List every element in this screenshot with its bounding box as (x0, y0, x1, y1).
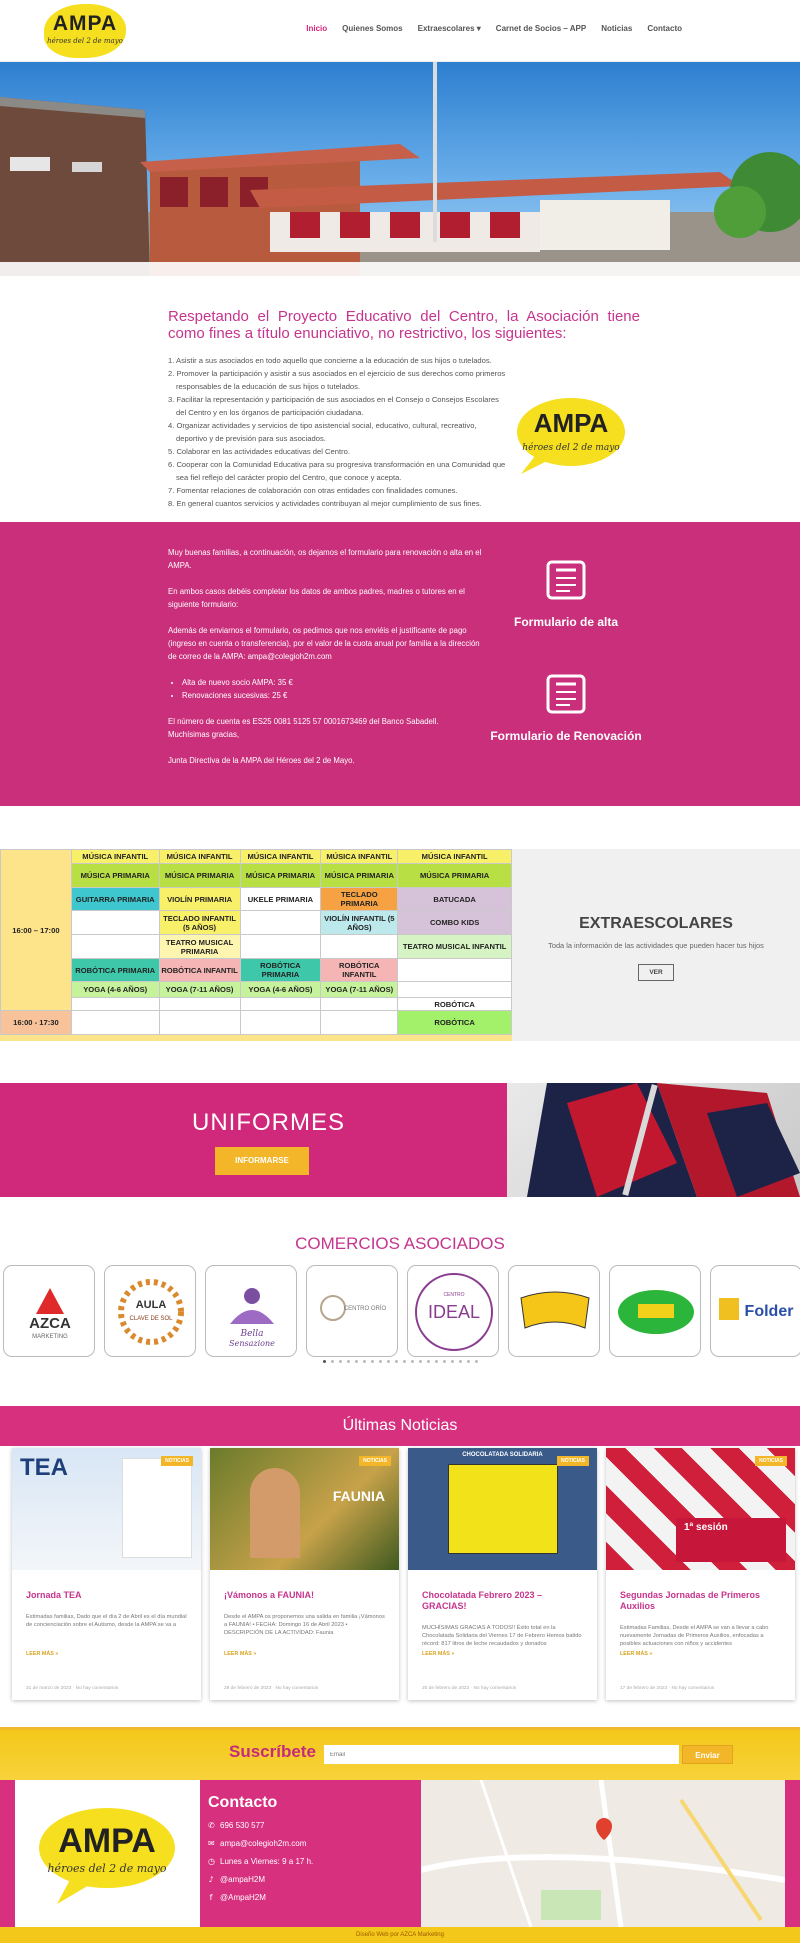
ampa-logo-large (515, 396, 631, 476)
news-badge: NOTICIAS (557, 1456, 589, 1466)
noticias-title: Últimas Noticias (0, 1406, 800, 1446)
location-map[interactable] (421, 1780, 785, 1927)
partner-sub: CLAVE DE SOL (129, 1316, 173, 1322)
schedule-cell: ROBÓTICA INFANTIL (321, 959, 398, 982)
form-renovacion-label: Formulario de Renovación (490, 729, 642, 743)
membership-text (168, 546, 484, 767)
partner-name: AULA (135, 1299, 167, 1311)
uniformes-section (0, 1083, 507, 1197)
news-image (12, 1448, 201, 1570)
news-badge: NOTICIAS (161, 1456, 193, 1466)
news-meta: 28 de febrero de 2023 · No hay comentarios (224, 1686, 319, 1691)
news-card[interactable] (210, 1448, 399, 1700)
form-alta-card[interactable] (481, 560, 651, 631)
schedule-cell: MÚSICA PRIMARIA (71, 864, 159, 888)
membership-p2: En ambos casos debéis completar los datos de ambos padres, madres o tutores en el siguiente formulario: (168, 587, 465, 609)
news-badge: NOTICIAS (755, 1456, 787, 1466)
partner-logo-orio[interactable] (306, 1265, 398, 1357)
logo-subtitle: héroes del 2 de mayo (47, 37, 123, 45)
list-item: 1. Asistir a sus asociados en todo aquello que concierne a la educación de sus hijos o tutelados. (168, 356, 492, 365)
partner-sub: MARKETING (32, 1334, 68, 1340)
contact-title: Contacto (208, 1794, 278, 1811)
hours-text: Lunes a Viernes: 9 a 17 h. (220, 1857, 314, 1866)
enviar-button[interactable]: Enviar (682, 1745, 733, 1764)
schedule-cell: MÚSICA INFANTIL (321, 850, 398, 864)
list-item: 3. Facilitar la representación y participación de sus asociados en el Consejo o Consejos Escolares del Centro y en los órganos de participación ciudadana. (168, 395, 499, 417)
carousel-dot[interactable] (427, 1360, 430, 1363)
logo-title: AMPA (533, 408, 609, 438)
hero-school-photo (0, 62, 800, 276)
news-card[interactable] (12, 1448, 201, 1700)
partner-name: Folder (744, 1303, 794, 1320)
schedule-cell: ROBÓTICA (398, 1011, 512, 1035)
schedule-cell: TECLADO PRIMARIA (321, 888, 398, 911)
schedule-cell: ROBÓTICA (398, 998, 512, 1011)
fee-new: • Alta de nuevo socio AMPA: 35 € (182, 676, 484, 689)
footer-credit[interactable]: Diseño Web por AZCA Marketing (0, 1927, 800, 1943)
ampa-speech-bubble-logo (15, 1780, 200, 1927)
read-more-link[interactable]: LEER MÁS » (620, 1651, 653, 1657)
news-meta: 31 de marzo de 2023 · No hay comentarios (26, 1686, 119, 1691)
contact-twitter[interactable] (208, 1875, 313, 1884)
carousel-dot[interactable] (323, 1360, 326, 1363)
list-item: 6. Cooperar con la Comunidad Educativa para su progresiva transformación en una Comunidad que sea fiel reflejo del carácter propio del Centro, que conoce y acepta. (168, 460, 506, 482)
yellow-flag-logo (509, 1266, 600, 1357)
facebook-text: @AmpaH2M (220, 1893, 266, 1902)
partner-name: CENTRO ORÍO (343, 1306, 387, 1312)
site-logo[interactable] (44, 4, 126, 58)
comercios-carousel (3, 1265, 800, 1357)
list-item: 2. Promover la participación y asistir a sus asociados en el ejercicio de sus derechos como primeros responsables de la educación de sus hijos o tutelados. (168, 369, 506, 391)
schedule-cell: MÚSICA INFANTIL (71, 850, 159, 864)
partner-name: Bella (240, 1329, 264, 1339)
read-more-link[interactable]: LEER MÁS » (224, 1651, 257, 1657)
news-title[interactable]: Jornada TEA (26, 1590, 82, 1600)
signature: Junta Directiva de la AMPA del Héroes del 2 de Mayo. (168, 756, 355, 765)
bank-account: El número de cuenta es ES25 0081 5125 57 0001673469 del Banco Sabadell. (168, 717, 439, 726)
news-title[interactable]: Chocolatada Febrero 2023 – GRACIAS! (422, 1590, 543, 1611)
green-logo (610, 1266, 701, 1357)
schedule-cell: YOGA (4-6 AÑOS) (240, 982, 321, 998)
form-alta-label: Formulario de alta (513, 615, 619, 629)
carousel-dot[interactable] (363, 1360, 366, 1363)
fines-list (168, 354, 506, 510)
nav-extraescolares[interactable]: Extraescolares ▾ (417, 24, 481, 33)
logo-title: AMPA (58, 1822, 156, 1860)
schedule-cell: VIOLÍN INFANTIL (5 AÑOS) (321, 911, 398, 935)
schedule-cell (240, 935, 321, 959)
list-item: 5. Colaborar en las actividades educativas del Centro. (168, 447, 350, 456)
list-item: 7. Fomentar relaciones de colaboración con otras entidades con finalidades comunes. (168, 486, 458, 495)
membership-p3: Además de enviarnos el formulario, os pedimos que nos enviéis el justificante de pago (ingreso en cuenta o transferencia), por el valor de la cuota anual por familia a la dirección de correo de la AMPA: ampa@colegioh2m.com (168, 626, 480, 661)
partner-sub: CENTRO (443, 1292, 465, 1298)
footer-logo (15, 1780, 200, 1927)
news-excerpt: Estimadas Familias, Desde el AMPA se van a llevar a cabo nuevamente Jornadas de Primeros Auxilios, enfocadas a posibles actuaciones con niños y accidentes (620, 1625, 769, 1647)
schedule-cell: TEATRO MUSICAL PRIMARIA (159, 935, 240, 959)
schedule-cell (321, 935, 398, 959)
extraescolares-card (512, 849, 800, 1041)
schedule-table-wrap (0, 849, 512, 1041)
carousel-dot[interactable] (339, 1360, 342, 1363)
ampa-speech-bubble-logo (515, 396, 631, 476)
news-image-caption: CHOCOLATADA SOLIDARIA (462, 1452, 543, 1458)
schedule-cell: MÚSICA PRIMARIA (321, 864, 398, 888)
map-illustration (421, 1780, 785, 1927)
form-renovacion-card[interactable] (481, 674, 651, 745)
schedule-cell (321, 998, 398, 1011)
email-input[interactable] (324, 1745, 679, 1764)
news-image-caption: TEA (20, 1454, 68, 1481)
schedule-cell: ROBÓTICA INFANTIL (159, 959, 240, 982)
contact-hours (208, 1857, 313, 1866)
site-header (0, 0, 800, 62)
nav-noticias[interactable]: Noticias (601, 24, 633, 33)
schedule-cell: MÚSICA PRIMARIA (240, 864, 321, 888)
email-text: ampa@colegioh2m.com (220, 1839, 307, 1848)
news-meta: 17 de febrero de 2023 · No hay comentarios (620, 1686, 715, 1691)
schedule-cell: GUITARRA PRIMARIA (71, 888, 159, 911)
phone-icon: ✆ (208, 1821, 215, 1830)
school-building-illustration (0, 62, 800, 276)
schedule-cell: COMBO KIDS (398, 911, 512, 935)
partner-logo-yellow[interactable] (508, 1265, 600, 1357)
list-item: 8. En general cuantos servicios y actividades contribuyan al mejor cumplimiento de sus fines. (168, 499, 482, 508)
twitter-icon: ♪ (208, 1875, 214, 1884)
news-badge: NOTICIAS (359, 1456, 391, 1466)
carousel-dot[interactable] (331, 1360, 334, 1363)
news-image (210, 1448, 399, 1570)
schedule-cell: BATUCADA (398, 888, 512, 911)
carousel-dot[interactable] (411, 1360, 414, 1363)
schedule-cell: TEATRO MUSICAL INFANTIL (398, 935, 512, 959)
nav-quienes-somos[interactable]: Quienes Somos (342, 24, 403, 33)
schedule-cell: ROBÓTICA PRIMARIA (71, 959, 159, 982)
contact-phone[interactable] (208, 1821, 313, 1830)
news-card[interactable] (606, 1448, 795, 1700)
logo-subtitle: héroes del 2 de mayo (47, 1862, 167, 1875)
schedule-cell: UKELE PRIMARIA (240, 888, 321, 911)
partner-logo-aula[interactable] (104, 1265, 196, 1357)
schedule-cell (398, 982, 512, 998)
ideal-logo (408, 1266, 499, 1357)
partner-logo-green[interactable] (609, 1265, 701, 1357)
time-slot-1: 16:00 – 17:00 (1, 850, 72, 1011)
twitter-text: @ampaH2M (220, 1875, 266, 1884)
news-title[interactable]: ¡Vámonos a FAUNIA! (224, 1590, 315, 1600)
news-excerpt: Estimadas familias, Dado que el día 2 de Abril es el día mundial de concienciación sobre el Autismo, desde la AMPA se va a (26, 1614, 187, 1628)
read-more-link[interactable]: LEER MÁS » (422, 1651, 455, 1657)
ver-button[interactable]: VER (638, 964, 673, 981)
partner-name: IDEAL (427, 1302, 481, 1322)
news-card[interactable] (408, 1448, 597, 1700)
schedule-cell: YOGA (4-6 AÑOS) (71, 982, 159, 998)
subscribe-section (0, 1727, 800, 1780)
nav-carnet-socios[interactable]: Carnet de Socios – APP (495, 24, 587, 33)
orio-logo (307, 1266, 398, 1357)
carousel-dot[interactable] (371, 1360, 374, 1363)
fee-renew: • Renovaciones sucesivas: 25 € (182, 689, 484, 702)
contact-facebook[interactable] (208, 1893, 313, 1902)
schedule-cell: TECLADO INFANTIL (5 AÑOS) (159, 911, 240, 935)
extraescolares-subtitle: Toda la información de las actividades que pueden hacer tus hijos (548, 941, 764, 950)
azca-logo (4, 1266, 95, 1357)
schedule-cell: YOGA (7-11 AÑOS) (159, 982, 240, 998)
schedule-cell: VIOLÍN PRIMARIA (159, 888, 240, 911)
intro-title: Respetando el Proyecto Educativo del Centro, la Asociación tiene como fines a título enunciativo, no restrictivo, los siguientes: (168, 308, 640, 342)
carousel-dot[interactable] (459, 1360, 462, 1363)
nav-contacto[interactable]: Contacto (647, 24, 682, 33)
news-list (12, 1448, 795, 1700)
carousel-dot[interactable] (419, 1360, 422, 1363)
carousel-dots (0, 1360, 800, 1363)
schedule-cell (240, 1011, 321, 1035)
uniform-jacket-photo (507, 1083, 800, 1197)
schedule-cell (71, 1011, 159, 1035)
carousel-dot[interactable] (435, 1360, 438, 1363)
schedule-cell (71, 935, 159, 959)
thanks: Muchísimas gracias, (168, 730, 240, 739)
membership-section (0, 522, 800, 806)
phone-text: 696 530 577 (220, 1821, 265, 1830)
carousel-dot[interactable] (347, 1360, 350, 1363)
news-excerpt: Desde el AMPA os proponemos una salida en familia ¡Vámonos a FAUNIA! • FECHA: Domingo 16 de Abril 2023 • DESCRIPCIÓN DE LA ACTIVIDAD: Faunia (224, 1614, 385, 1636)
schedule-cell: MÚSICA PRIMARIA (398, 864, 512, 888)
carousel-dot[interactable] (395, 1360, 398, 1363)
news-image (606, 1448, 795, 1570)
uniformes-title: UNIFORMES (192, 1109, 345, 1136)
contact-info (208, 1794, 313, 1902)
partner-sub: Sensazione (229, 1339, 275, 1348)
time-slot-2: 16:00 - 17:30 (1, 1011, 72, 1035)
news-excerpt: MUCHÍSIMAS GRACIAS A TODOS!! Éxito total en la Chocolatada Solidaria del Viernes 17 de Febrero Hemos batido récord: 817 litros de leche recaudados y donados (422, 1625, 582, 1647)
form-icon (546, 674, 586, 714)
extraescolares-title: EXTRAESCOLARES (579, 915, 733, 932)
carousel-dot[interactable] (467, 1360, 470, 1363)
news-image-caption: 1ª sesión (684, 1522, 728, 1533)
carousel-dot[interactable] (403, 1360, 406, 1363)
nav-inicio[interactable]: Inicio (306, 24, 328, 33)
partner-logo-ideal[interactable] (407, 1265, 499, 1357)
folder-logo (711, 1266, 800, 1357)
news-image-caption: FAUNIA (332, 1488, 385, 1504)
news-image (408, 1448, 597, 1570)
read-more-link[interactable]: LEER MÁS » (26, 1651, 59, 1657)
contact-email[interactable] (208, 1839, 313, 1848)
jacket-illustration (507, 1083, 800, 1197)
carousel-dot[interactable] (355, 1360, 358, 1363)
subscribe-title: Suscríbete (229, 1742, 316, 1761)
contact-footer (0, 1780, 800, 1927)
schedule-cell: MÚSICA INFANTIL (159, 850, 240, 864)
facebook-icon: f (209, 1893, 213, 1902)
news-meta: 20 de febrero de 2023 · No hay comentarios (422, 1686, 517, 1691)
fees-list (178, 676, 484, 702)
main-nav (306, 24, 682, 33)
schedule-cell (71, 911, 159, 935)
carousel-dot[interactable] (451, 1360, 454, 1363)
schedule-cell (159, 1011, 240, 1035)
partner-name: AZCA (29, 1315, 71, 1332)
schedule-cell (159, 998, 240, 1011)
membership-p1: Muy buenas familias, a continuación, os dejamos el formulario para renovación o alta en el AMPA. (168, 548, 482, 570)
carousel-dot[interactable] (443, 1360, 446, 1363)
partner-logo-folder[interactable] (710, 1265, 800, 1357)
schedule-cell (240, 911, 321, 935)
carousel-dot[interactable] (387, 1360, 390, 1363)
form-icon (546, 560, 586, 600)
schedule-cell: MÚSICA INFANTIL (240, 850, 321, 864)
schedule-cell: MÚSICA INFANTIL (398, 850, 512, 864)
news-title[interactable]: Segundas Jornadas de Primeros Auxilios (620, 1590, 761, 1611)
partner-logo-azca[interactable] (3, 1265, 95, 1357)
partner-logo-bella[interactable] (205, 1265, 297, 1357)
bella-logo (206, 1266, 297, 1357)
email-icon: ✉ (208, 1839, 215, 1848)
list-item: 4. Organizar actividades y servicios de tipo asistencial social, educativo, cultural, recreativo, deportivo y de previsión para sus asociados. (168, 421, 477, 443)
carousel-dot[interactable] (475, 1360, 478, 1363)
schedule-table (0, 849, 512, 1035)
comercios-title: COMERCIOS ASOCIADOS (295, 1234, 505, 1253)
informarse-button[interactable]: INFORMARSE (215, 1147, 309, 1175)
schedule-cell (71, 998, 159, 1011)
schedule-cell: ROBÓTICA PRIMARIA (240, 959, 321, 982)
clock-icon: ◷ (208, 1857, 215, 1866)
carousel-dot[interactable] (379, 1360, 382, 1363)
schedule-cell (240, 998, 321, 1011)
schedule-cell (398, 959, 512, 982)
aula-logo (105, 1266, 196, 1357)
logo-subtitle: héroes del 2 de mayo (522, 443, 620, 453)
logo-title: AMPA (52, 12, 118, 35)
schedule-cell: YOGA (7-11 AÑOS) (321, 982, 398, 998)
schedule-cell (321, 1011, 398, 1035)
schedule-cell: MÚSICA PRIMARIA (159, 864, 240, 888)
